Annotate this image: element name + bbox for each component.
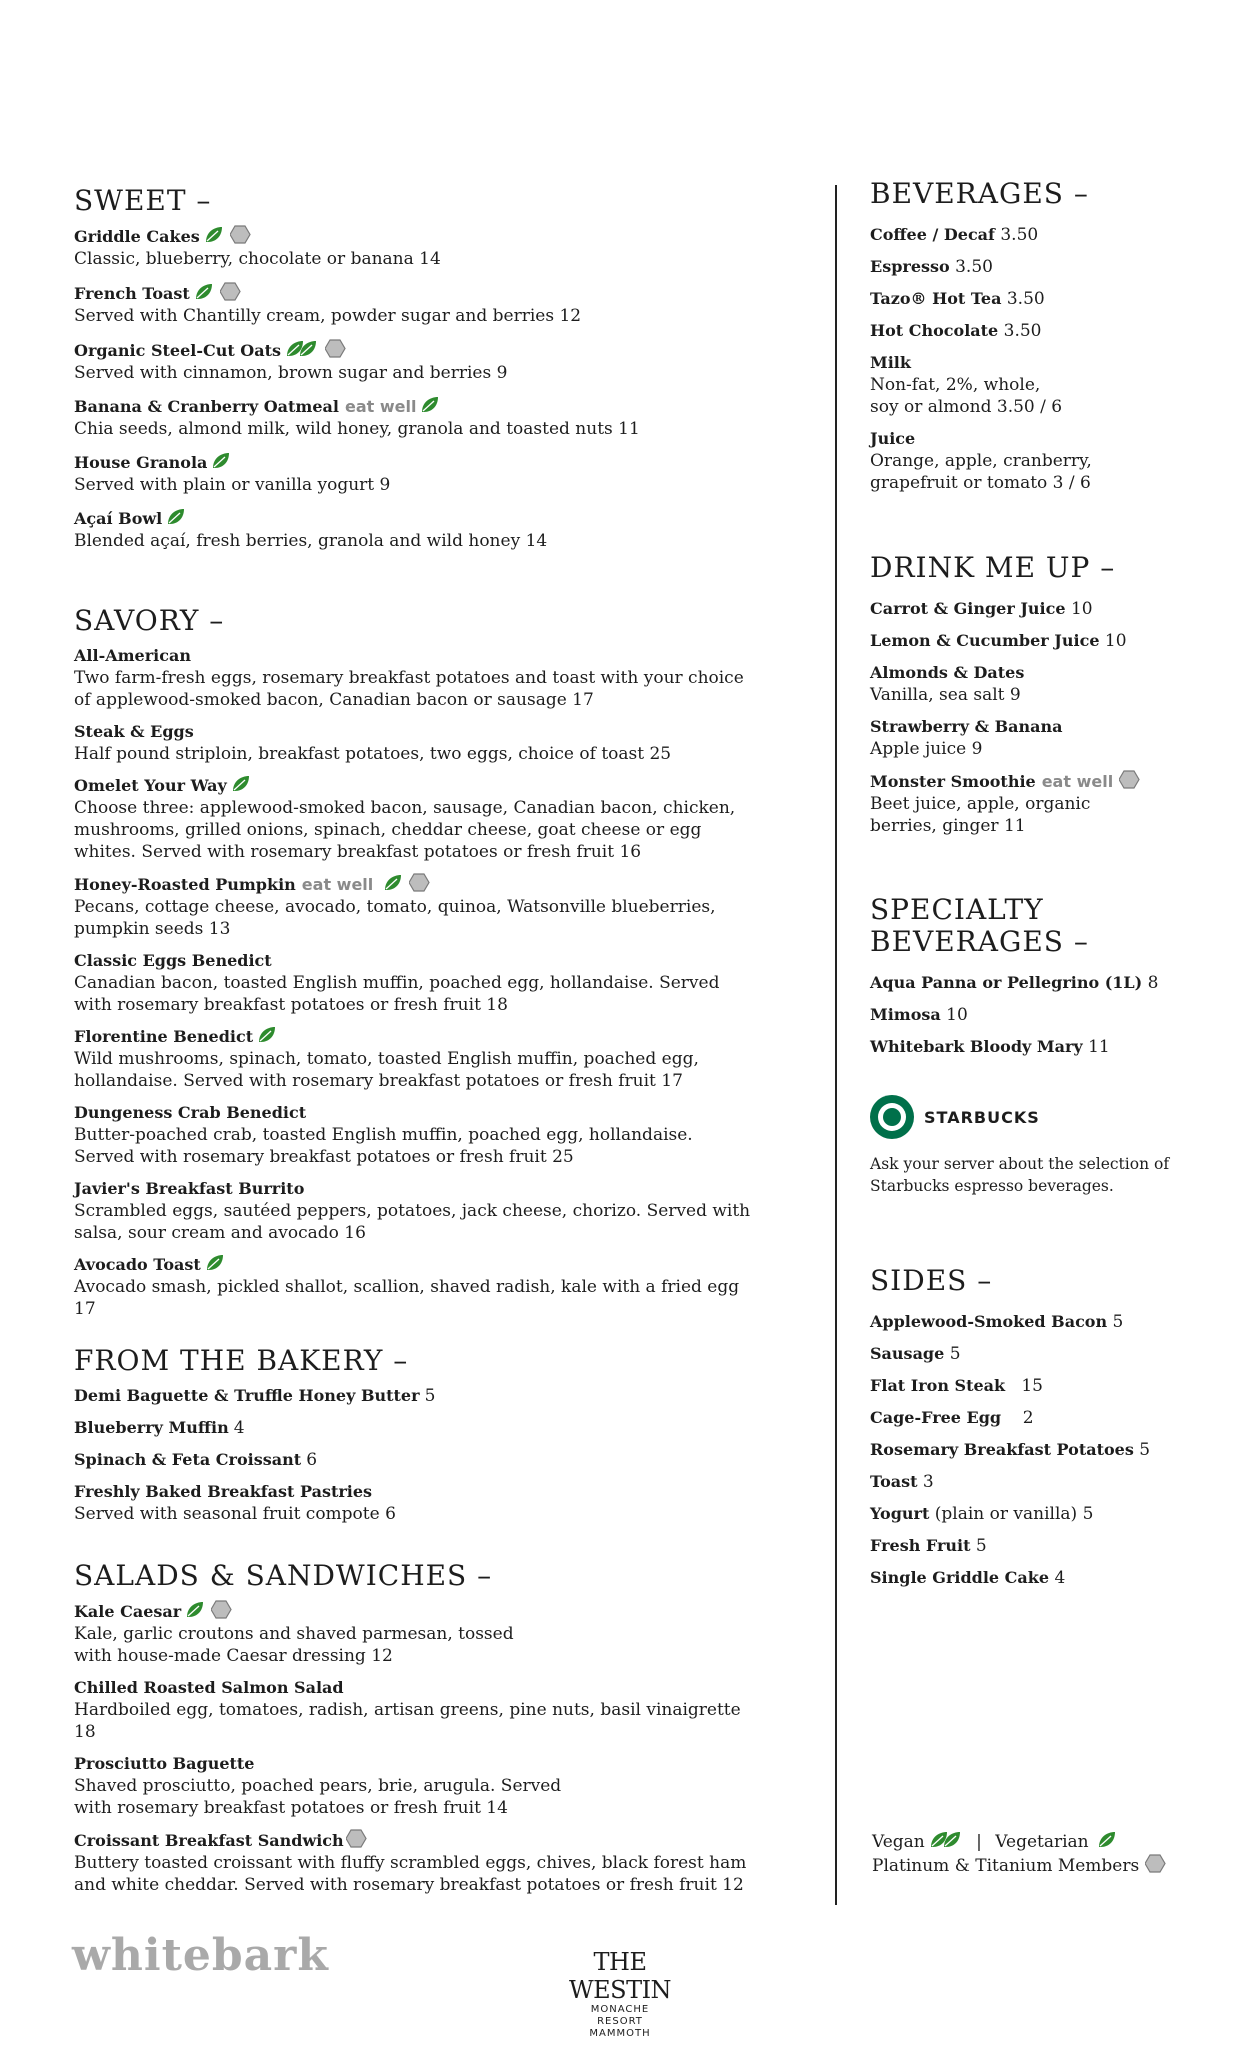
item-desc: Hardboiled egg, tomatoes, radish, artisan greens, pine nuts, basil vinaigrette 18 [74,1700,741,1742]
column-divider [835,185,837,1905]
members-hex-icon [1119,770,1141,790]
menu-item [870,224,1190,246]
starbucks-wordmark: STARBUCKS [924,1107,1040,1127]
menu-item [74,721,754,765]
menu-item [870,1407,1190,1429]
item-name: Croissant Breakfast Sandwich [74,1831,344,1850]
item-name: Lemon & Cucumber Juice [870,631,1100,650]
item-desc: Non-fat, 2%, whole, soy or almond 3.50 / 6 [870,375,1063,417]
item-name: Griddle Cakes [74,227,200,246]
item-desc: Half pound striploin, breakfast potatoes, two eggs, choice of toast 25 [74,744,672,764]
vegetarian-leaf-icon [194,283,214,301]
item-price: 5 [1112,1312,1124,1332]
section-beverages [870,178,1190,494]
vegetarian-leaf-icon [204,226,224,244]
section-heading: BEVERAGES – [870,177,1089,210]
menu-item [870,770,1190,837]
item-name: Hot Chocolate [870,321,999,340]
item-desc: Classic, blueberry, chocolate or banana 14 [74,249,441,269]
menu-item [74,1677,754,1743]
item-name: Spinach & Feta Croissant [74,1450,302,1469]
menu-item [870,320,1190,342]
section-heading: SIDES – [870,1264,993,1297]
westin-logo [555,1948,685,2040]
menu-item [74,1178,754,1244]
item-price: 4 [1054,1568,1066,1588]
item-price: 11 [1088,1037,1110,1057]
section-heading: BEVERAGES – [870,925,1089,958]
menu-item [870,630,1190,652]
eat-well-tag: eat well [344,397,417,416]
item-name: All-American [74,646,191,665]
item-name: Sausage [870,1344,945,1363]
westin-line: MONACHE [590,2004,650,2015]
menu-item [870,1439,1190,1461]
item-name: Dungeness Crab Benedict [74,1103,307,1122]
item-note: (plain or vanilla) [934,1504,1078,1524]
menu-item [74,1449,754,1471]
vegetarian-leaf-icon [1097,1831,1117,1849]
item-name: Blueberry Muffin [74,1418,229,1437]
item-price: 3.50 [955,257,993,277]
item-desc: Served with cinnamon, brown sugar and berries 9 [74,363,508,383]
menu-item [870,1036,1190,1058]
menu-item [870,972,1190,994]
vegetarian-leaf-icon [231,775,251,793]
item-name: Omelet Your Way [74,776,227,795]
vegan-leaf-icon [929,1831,963,1849]
menu-item [870,1004,1190,1026]
members-hex-icon [220,282,242,302]
item-desc: Wild mushrooms, spinach, tomato, toasted English muffin, poached egg, hollandaise. Served with rosemary breakfast potatoes or fresh fruit 17 [74,1049,699,1091]
item-name: Organic Steel-Cut Oats [74,341,281,360]
item-price: 3.50 [1003,321,1042,341]
legend-members-label: Platinum & Titanium Members [872,1856,1140,1876]
item-name: Aqua Panna or Pellegrino (1L) [870,973,1143,992]
item-name: Monster Smoothie [870,772,1036,791]
item-name: French Toast [74,284,190,303]
vegetarian-leaf-icon [185,1601,205,1619]
item-desc: Pecans, cottage cheese, avocado, tomato, quinoa, Watsonville blueberries, pumpkin seeds 13 [74,897,716,939]
item-desc: Buttery toasted croissant with fluffy scrambled eggs, chives, black forest ham and white cheddar. Served with rosemary breakfast potatoes or fresh fruit 12 [74,1853,747,1895]
item-desc: Apple juice 9 [870,739,983,759]
westin-line: MAMMOTH [589,2028,651,2039]
section-salads [74,1560,754,1896]
section-heading: SWEET – [74,184,212,217]
item-price: 3 [922,1472,934,1492]
item-price: 8 [1147,973,1159,993]
item-desc: Chia seeds, almond milk, wild honey, granola and toasted nuts 11 [74,419,640,439]
item-name: Chilled Roasted Salmon Salad [74,1678,344,1697]
menu-item [74,775,754,863]
item-price: 5 [949,1344,961,1364]
menu-item [74,950,754,1016]
starbucks-block [870,1095,1170,1197]
item-name: Milk [870,353,911,372]
item-price: 10 [1104,631,1127,651]
item-desc: Scrambled eggs, sautéed peppers, potatoes, jack cheese, chorizo. Served with salsa, sour cream and avocado 16 [74,1201,751,1243]
section-sides [870,1265,1190,1589]
starbucks-logo [870,1095,1170,1139]
menu-item [74,1385,754,1407]
vegan-leaf-icon [285,340,319,358]
item-price: 5 [1082,1504,1094,1524]
item-name: Applewood-Smoked Bacon [870,1312,1108,1331]
item-desc: Served with plain or vanilla yogurt 9 [74,475,391,495]
item-desc: Served with seasonal fruit compote 6 [74,1504,396,1524]
item-price: 5 [975,1536,987,1556]
menu-item [74,1829,754,1896]
section-heading: DRINK ME UP – [870,551,1116,584]
item-name: Single Griddle Cake [870,1568,1050,1587]
members-hex-icon [325,339,347,359]
menu-item [870,662,1190,706]
item-name: Florentine Benedict [74,1027,254,1046]
menu-item [870,288,1190,310]
section-heading: FROM THE BAKERY – [74,1344,409,1377]
menu-item [870,1375,1190,1397]
whitebark-logo: whitebark [72,1930,329,1981]
menu-item [870,352,1190,418]
menu-item [870,1471,1190,1493]
menu-item [870,716,1190,760]
item-desc: Two farm-fresh eggs, rosemary breakfast potatoes and toast with your choice of applewood-smoked bacon, Canadian bacon or sausage 17 [74,668,744,710]
item-desc: Blended açaí, fresh berries, granola and wild honey 14 [74,531,548,551]
item-price: 2 [1022,1408,1034,1428]
legend-separator: | [976,1832,982,1852]
section-drink-me-up [870,552,1190,837]
menu-item [74,873,754,940]
vegetarian-leaf-icon [257,1026,277,1044]
menu-item [870,428,1190,494]
item-desc: Choose three: applewood-smoked bacon, sausage, Canadian bacon, chicken, mushrooms, grilled onions, spinach, cheddar cheese, goat cheese or egg whites. Served with rosemary breakfast potatoes or fresh fruit 16 [74,798,736,862]
menu-item [870,1503,1190,1525]
item-desc: Avocado smash, pickled shallot, scallion, shaved radish, kale with a fried egg 17 [74,1277,740,1319]
menu-item [870,1343,1190,1365]
item-price: 6 [306,1450,318,1470]
menu-item [74,1753,754,1819]
item-desc: Served with Chantilly cream, powder sugar and berries 12 [74,306,582,326]
menu-item [870,598,1190,620]
members-hex-icon [409,873,431,893]
item-name: Banana & Cranberry Oatmeal [74,397,339,416]
legend-vegetarian-label: Vegetarian [995,1832,1089,1852]
item-desc: Kale, garlic croutons and shaved parmesan, tossed with house-made Caesar dressing 12 [74,1624,514,1666]
members-hex-icon [346,1829,368,1849]
item-name: Flat Iron Steak [870,1376,1006,1395]
item-name: Açaí Bowl [74,509,163,528]
dietary-legend [872,1830,1167,1878]
item-name: Mimosa [870,1005,941,1024]
section-heading: SPECIALTY [870,893,1044,926]
legend-vegan-label: Vegan [872,1832,925,1852]
westin-line: RESORT [597,2016,643,2027]
starbucks-note: Ask your server about the selection of Starbucks espresso beverages. [870,1155,1170,1195]
menu-item [74,1600,754,1667]
eat-well-tag: eat well [1041,772,1114,791]
item-name: Tazo® Hot Tea [870,289,1002,308]
menu-item [74,1417,754,1439]
item-price: 10 [1070,599,1093,619]
item-name: Honey-Roasted Pumpkin [74,875,296,894]
menu-item [74,452,754,496]
eat-well-tag: eat well [301,875,374,894]
item-name: Rosemary Breakfast Potatoes [870,1440,1134,1459]
item-name: Yogurt [870,1504,930,1523]
vegetarian-leaf-icon [211,452,231,470]
item-price: 5 [424,1386,436,1406]
item-price: 3.50 [1006,289,1045,309]
item-desc: Canadian bacon, toasted English muffin, poached egg, hollandaise. Served with rosemary breakfast potatoes or fresh fruit 18 [74,973,720,1015]
menu-item [74,225,754,270]
menu-item [74,1481,754,1525]
item-name: Freshly Baked Breakfast Pastries [74,1482,373,1501]
westin-wordmark: THE WESTIN [568,1948,672,2004]
menu-item [870,1311,1190,1333]
section-specialty-beverages [870,894,1190,1058]
item-desc: Vanilla, sea salt 9 [870,685,1021,705]
vegetarian-leaf-icon [205,1254,225,1272]
item-name: Cage-Free Egg [870,1408,1002,1427]
vegetarian-leaf-icon [420,396,440,414]
item-desc: Orange, apple, cranberry, grapefruit or tomato 3 / 6 [870,451,1092,493]
starbucks-siren-icon [870,1095,914,1139]
members-hex-icon [1145,1854,1167,1874]
menu-item [870,256,1190,278]
item-name: Juice [870,429,916,448]
members-hex-icon [211,1600,233,1620]
section-heading: SAVORY – [74,604,225,637]
item-name: Toast [870,1472,918,1491]
item-price: 15 [1021,1376,1043,1396]
section-sweet [74,185,754,552]
item-name: Avocado Toast [74,1255,201,1274]
vegetarian-leaf-icon [383,874,403,892]
menu-item [74,1254,754,1320]
item-name: Prosciutto Baguette [74,1754,255,1773]
section-heading: SALADS & SANDWICHES – [74,1559,493,1592]
item-name: Carrot & Ginger Juice [870,599,1066,618]
menu-item [870,1567,1190,1589]
item-name: Javier's Breakfast Burrito [74,1179,305,1198]
item-desc: Beet juice, apple, organic berries, ginger 11 [870,794,1091,836]
item-name: Almonds & Dates [870,663,1025,682]
item-desc: Shaved prosciutto, poached pears, brie, arugula. Served with rosemary breakfast potatoes or fresh fruit 14 [74,1776,562,1818]
menu-item [74,508,754,552]
item-name: House Granola [74,453,208,472]
item-price: 3.50 [1000,225,1039,245]
item-name: Whitebark Bloody Mary [870,1037,1083,1056]
item-price: 5 [1139,1440,1151,1460]
members-hex-icon [230,225,252,245]
item-name: Strawberry & Banana [870,717,1063,736]
menu-item [74,396,754,440]
item-name: Kale Caesar [74,1602,182,1621]
item-name: Coffee / Decaf [870,225,995,244]
item-name: Demi Baguette & Truffle Honey Butter [74,1386,420,1405]
item-name: Fresh Fruit [870,1536,971,1555]
menu-item [74,339,754,384]
menu-item [74,1026,754,1092]
menu-item [74,645,754,711]
item-price: 10 [946,1005,968,1025]
item-price: 4 [233,1418,245,1438]
section-bakery [74,1345,754,1525]
item-name: Steak & Eggs [74,722,194,741]
item-name: Classic Eggs Benedict [74,951,272,970]
menu-item [74,282,754,327]
vegetarian-leaf-icon [166,508,186,526]
section-savory [74,605,754,1320]
menu-item [870,1535,1190,1557]
item-desc: Butter-poached crab, toasted English muffin, poached egg, hollandaise. Served with rosemary breakfast potatoes or fresh fruit 25 [74,1125,693,1167]
menu-item [74,1102,754,1168]
item-name: Espresso [870,257,950,276]
